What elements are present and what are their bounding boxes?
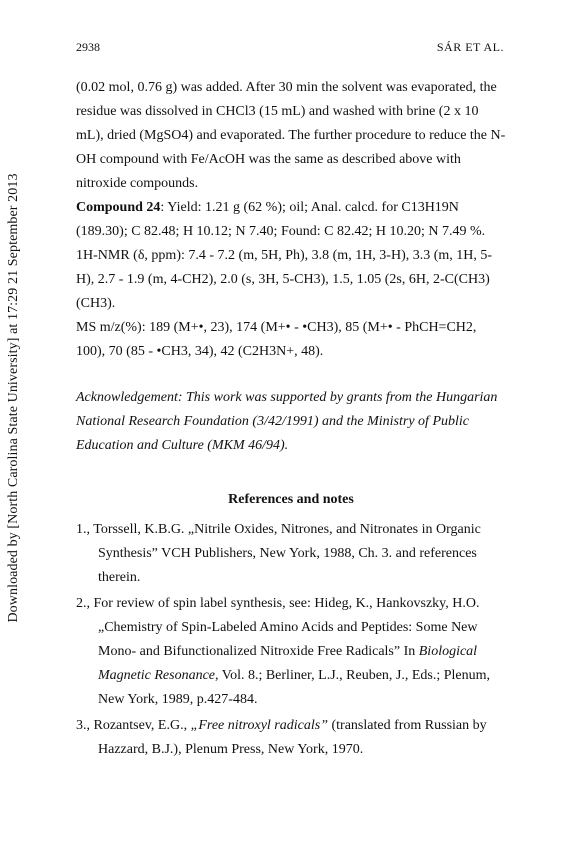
reference-item xyxy=(76,592,506,712)
reference-italic-title: „Free nitroxyl radicals” xyxy=(190,718,328,733)
reference-text: For review of spin label synthesis, see: Hideg, K., Hankovszky, H.O. „Chemistry of Spin-Labeled Amino Acids and Peptides: Some New Mono- and Bifunctionalized Nitroxide Free Radicals” In xyxy=(93,596,480,659)
reference-text: Rozantsev, E.G., xyxy=(93,718,191,733)
compound-paragraph: Compound 24: Yield: 1.21 g (62 %); oil; Anal. calcd. for C13H19N (189.30); C 82.48; H 10.12; N 7.40; Found: C 82.42; H 10.20; N 7.49 %. xyxy=(76,200,486,239)
experimental-paragraph: (0.02 mol, 0.76 g) was added. After 30 min the solvent was evaporated, the residue was dissolved in CHCl3 (15 mL) and washed with brine (2 x 10 mL), dried (MgSO4) and evaporated. The further procedure to reduce the N-OH compound with Fe/AcOH was the same as described above with nitroxide compounds. xyxy=(76,80,506,191)
reference-text: Torssell, K.B.G. „Nitrile Oxides, Nitrones, and Nitronates in Organic Synthesis” VCH Publishers, New York, 1988, Ch. 3. and references therein. xyxy=(93,522,481,585)
page-header xyxy=(76,40,504,60)
reference-item xyxy=(76,714,506,762)
ms-paragraph: MS m/z(%): 189 (M+•, 23), 174 (M+• - •CH3), 85 (M+• - PhCH=CH2, 100), 70 (85 - •CH3, 34), 42 (C2H3N+, 48). xyxy=(76,320,477,359)
references-title: References and notes xyxy=(228,492,354,507)
download-watermark xyxy=(4,138,24,658)
reference-number: 1., xyxy=(76,522,90,537)
reference-text: (translated from Russian by Hazzard, B.J.), Plenum Press, New York, 1970. xyxy=(98,718,487,757)
page-content xyxy=(76,76,506,764)
page-number: 2938 xyxy=(76,40,100,54)
compound-analysis: Yield: 1.21 g (62 %); oil; Anal. calcd. for C13H19N (189.30); C 82.48; H 10.12; N 7.40; Found: C 82.42; H 10.20; N 7.49 %. xyxy=(76,200,486,239)
reference-number: 2., xyxy=(76,596,90,611)
reference-text: , Vol. 8.; Berliner, L.J., Reuben, J., Eds.; Plenum, New York, 1989, p.427-484. xyxy=(98,668,491,707)
download-watermark-text: Downloaded by [North Carolina State University] at 17:29 21 September 2013 xyxy=(6,173,21,623)
reference-item xyxy=(76,518,506,590)
running-head: SÁR ET AL. xyxy=(436,40,504,54)
acknowledgement: Acknowledgement: This work was supported by grants from the Hungarian National Research Foundation (3/42/1991) and the Ministry of Public Education and Culture (MKM 46/94). xyxy=(76,390,498,453)
reference-italic-title: Biological Magnetic Resonance xyxy=(98,644,478,683)
compound-label: Compound 24 xyxy=(76,200,161,215)
reference-number: 3., xyxy=(76,718,90,733)
nmr-paragraph: 1H-NMR (δ, ppm): 7.4 - 7.2 (m, 5H, Ph), 3.8 (m, 1H, 3-H), 3.3 (m, 1H, 5-H), 2.7 - 1.9 (m, 4-CH2), 2.0 (s, 3H, 5-CH3), 1.5, 1.05 (2s, 6H, 2-C(CH3)(CH3). xyxy=(76,248,493,311)
